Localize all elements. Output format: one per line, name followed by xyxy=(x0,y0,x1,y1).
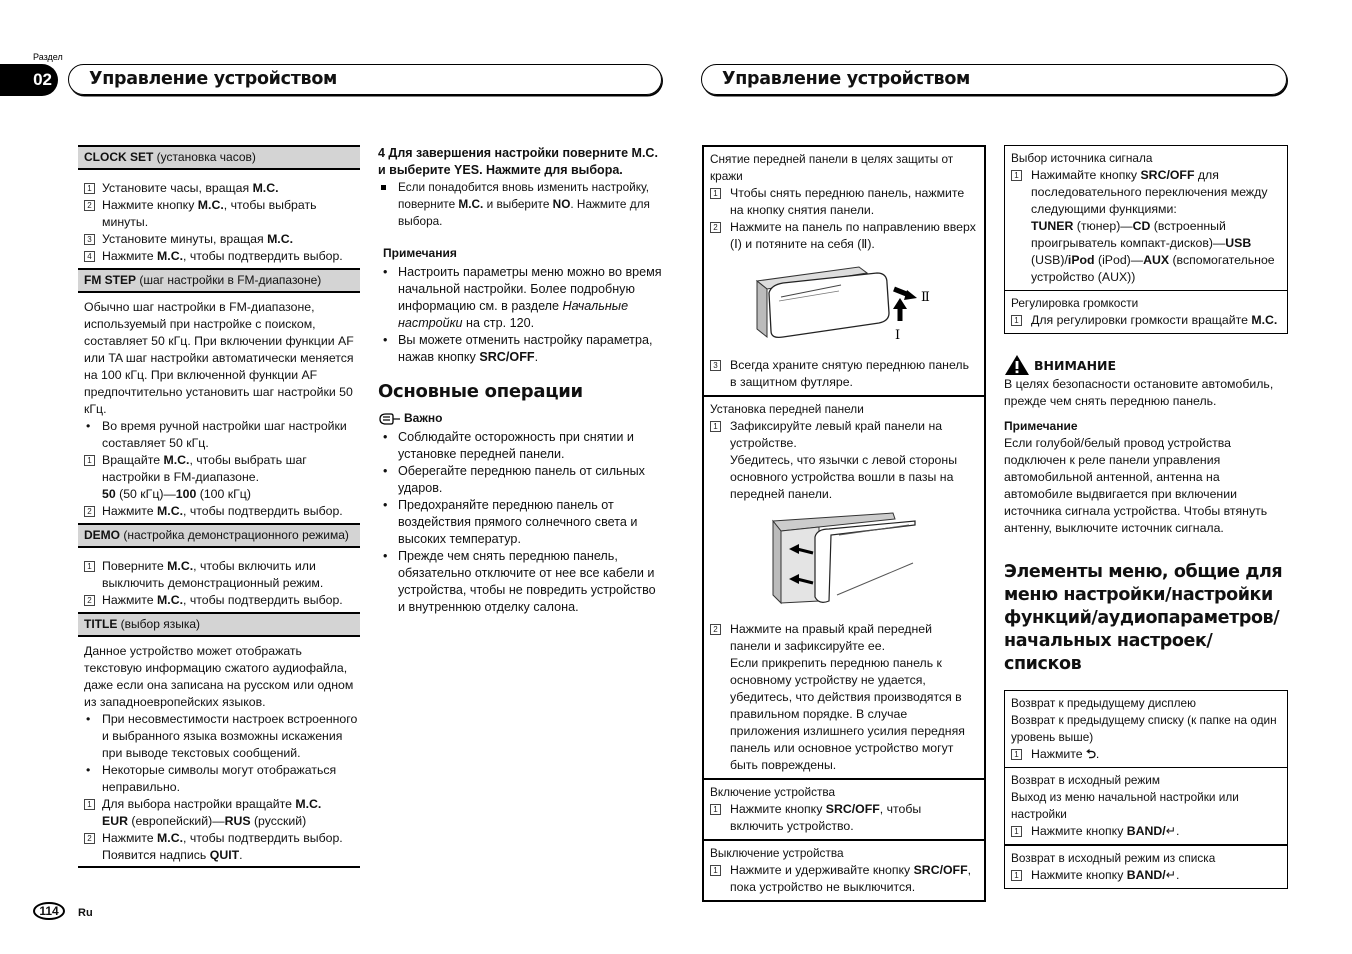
basic-operations-heading: Основные операции xyxy=(378,381,583,402)
bullet-item: • При несовместимости настроек встроенного и выбранного языка возможны искажения при выводе текстовых сообщений. xyxy=(78,711,360,762)
step: 1 Нажмите ⮌. xyxy=(1011,746,1281,763)
section-number-tab: 02 xyxy=(0,64,58,96)
caution-block: ВНИМАНИЕ В целях безопасности остановите автомобиль, прежде чем снять переднюю панель. xyxy=(1004,354,1288,410)
step: 1 Для выбора настройки вращайте M.C. EUR (европейский)—RUS (русский) xyxy=(78,796,360,830)
home-from-list-section: Возврат в исходный режим из списка 1 Нажмите кнопку BAND/↵. xyxy=(1005,846,1287,888)
important-hand-icon xyxy=(378,412,402,426)
step: 1 Поверните M.C., чтобы включить или выключить демонстрационный режим. xyxy=(78,558,360,592)
fm-step-description: Обычно шаг настройки в FM-диапазоне, используемый при настройке с поиском, составляет 50 кГц. При включении функции AF или TA шаг настройки автоматически меняется на 100 кГц. При включенной функции AF предпочтительно установить шаг настройки 50 кГц. xyxy=(84,300,354,416)
step: 2 Нажмите M.C., чтобы подтвердить выбор. Появится надпись QUIT. xyxy=(78,830,360,864)
step: 1 Установите часы, вращая M.C. xyxy=(78,180,360,197)
page-number: 114 xyxy=(33,902,65,920)
step: 1 Зафиксируйте левый край панели на устройстве. Убедитесь, что язычки с левой стороны основного устройства вошли в пазы на передней панели. xyxy=(710,418,978,503)
panel-operations-box xyxy=(702,145,986,902)
step: 1 Нажмите и удерживайте кнопку SRC/OFF, пока устройство не выключится. xyxy=(710,862,978,896)
attach-panel-illustration xyxy=(769,511,919,607)
return-icon: ↵ xyxy=(1165,824,1177,838)
remove-panel-section: Снятие передней панели в целях защиты от кражи 1 Чтобы снять переднюю панель, нажмите на кнопку снятия панели. 2 Нажмите на панель по направлению вверх (Ⅰ) и потяните на себя (Ⅱ). Ⅱ Ⅰ 3 Всегда храните снятую переднюю панель в защитном футляре. xyxy=(704,147,984,397)
demo-section xyxy=(78,523,360,609)
svg-text:Ⅰ: Ⅰ xyxy=(895,328,901,343)
step: 1 Нажмите кнопку SRC/OFF, чтобы включить устройство. xyxy=(710,801,978,835)
square-note: Если понадобится вновь изменить настройку, поверните M.C. и выберите NO. Нажмите для выбора. xyxy=(378,179,664,230)
menu-common-items-box xyxy=(1004,690,1288,889)
step-4-instruction: 4 Для завершения настройки поверните M.C. и выберите YES. Нажмите для выбора. xyxy=(378,146,658,177)
remove-panel-illustration xyxy=(749,261,939,343)
page-title-right: Управление устройством xyxy=(701,64,1287,95)
back-icon: ⮌ xyxy=(1086,747,1096,761)
source-select-section: Выбор источника сигнала 1 Нажимайте кнопку SRC/OFF для последовательного переключения между следующими функциями: TUNER (тюнер)—CD (встроенный проигрыватель компакт-дисков)—USB (USB)/iPod (iPod)—AUX (вспомогательное устройство (AUX)) xyxy=(1005,146,1287,291)
important-item: • Оберегайте переднюю панель от сильных ударов. xyxy=(378,463,664,497)
fm-step-header: FM STEP (шаг настройки в FM-диапазоне) xyxy=(78,268,360,293)
power-off-section: Выключение устройства 1 Нажмите и удерживайте кнопку SRC/OFF, пока устройство не выключится. xyxy=(704,841,984,900)
attach-panel-section: Установка передней панели 1 Зафиксируйте левый край панели на устройстве. Убедитесь, что язычки с левой стороны основного устройства вошли в пазы на передней панели. 2 Нажмите на правый край передней панели и зафиксируйте ее. Если прикрепить переднюю панель к основному устройству не удается, убедитесь, что действия производятся в правильном порядке. В случае приложения излишнего усилия передняя панель или основное устройство могут быть повреждены. xyxy=(704,397,984,779)
step: 1 Нажимайте кнопку SRC/OFF для последовательного переключения между следующими функциями: TUNER (тюнер)—CD (встроенный проигрыватель компакт-дисков)—USB (USB)/iPod (iPod)—AUX (вспомогательное устройство (AUX)) xyxy=(1011,167,1281,286)
volume-section: Регулировка громкости 1 Для регулировки громкости вращайте M.C. xyxy=(1005,291,1287,333)
step: 2 Нажмите M.C., чтобы подтвердить выбор. xyxy=(78,592,360,609)
step: 2 Нажмите кнопку M.C., чтобы выбрать минуты. xyxy=(78,197,360,231)
clock-set-header: CLOCK SET (установка часов) xyxy=(78,145,360,170)
note-title: Примечание xyxy=(1004,419,1078,433)
step: 2 Нажмите на правый край передней панели и зафиксируйте ее. Если прикрепить переднюю панель к основному устройству не удается, убедитесь, что действия производятся в правильном порядке. В случае приложения излишнего усилия передняя панель или основное устройство могут быть повреждены. xyxy=(710,621,978,774)
clock-set-section xyxy=(78,145,360,265)
second-column xyxy=(378,145,664,616)
note-item: • Вы можете отменить настройку параметра, нажав кнопку SRC/OFF. xyxy=(378,332,664,366)
title-section xyxy=(78,612,360,868)
fm-step-section xyxy=(78,268,360,520)
bullet-item: • Некоторые символы могут отображаться неправильно. xyxy=(78,762,360,796)
step: 2 Нажмите на панель по направлению вверх (Ⅰ) и потяните на себя (Ⅱ). xyxy=(710,219,978,253)
page-title-left: Управление устройством xyxy=(68,64,662,95)
title-description: Данное устройство может отображать текстовую информацию сжатого аудиофайла, даже если она записана на русском или одном из западноевропейских языков. xyxy=(84,644,354,709)
important-item: • Соблюдайте осторожность при снятии и установке передней панели. xyxy=(378,429,664,463)
home-section: Возврат в исходный режим Выход из меню начальной настройки или настройки 1 Нажмите кнопку BAND/↵. xyxy=(1005,768,1287,846)
demo-header: DEMO (настройка демонстрационного режима) xyxy=(78,523,360,548)
menu-common-items-heading: Элементы меню, общие для меню настройки/настройки функций/аудиопараметров/начальных настроек/списков xyxy=(1004,562,1283,674)
step: 1 Нажмите кнопку BAND/↵. xyxy=(1011,867,1281,884)
return-icon: ↵ xyxy=(1165,868,1177,882)
clock-set-steps xyxy=(78,180,360,265)
section-label: Раздел xyxy=(33,52,63,62)
step: 1 Нажмите кнопку BAND/↵. xyxy=(1011,823,1281,840)
back-section: Возврат к предыдущему дисплею Возврат к предыдущему списку (к папке на один уровень выше) 1 Нажмите ⮌. xyxy=(1005,691,1287,768)
step: 3 Всегда храните снятую переднюю панель в защитном футляре. xyxy=(710,357,978,391)
step: 1 Вращайте M.C., чтобы выбрать шаг настройки в FM-диапазоне. 50 (50 кГц)—100 (100 кГц) xyxy=(78,452,360,503)
note-text: Если голубой/белый провод устройства подключен к реле панели управления автомобильной антенной, антенна на автомобиле выдвигается при включении источника сигнала устройства. Чтобы втянуть антенну, выключите источник сигнала. xyxy=(1004,436,1268,535)
important-label: Важно xyxy=(378,410,664,427)
power-on-section: Включение устройства 1 Нажмите кнопку SRC/OFF, чтобы включить устройство. xyxy=(704,779,984,841)
step: 2 Нажмите M.C., чтобы подтвердить выбор. xyxy=(78,503,360,520)
important-item: • Предохраняйте переднюю панель от воздействия прямого солнечного света и высоких температур. xyxy=(378,497,664,548)
notes-title: Примечания xyxy=(383,246,457,260)
step: 1 Чтобы снять переднюю панель, нажмите на кнопку снятия панели. xyxy=(710,185,978,219)
language-code: Ru xyxy=(78,907,93,919)
step: 3 Установите минуты, вращая M.C. xyxy=(78,231,360,248)
source-volume-box xyxy=(1004,145,1288,334)
note-item: • Настроить параметры меню можно во время начальной настройки. Более подробную информацию см. в разделе Начальные настройки на стр. 120. xyxy=(378,264,664,332)
fourth-column xyxy=(1004,145,1288,889)
bullet-item: • Во время ручной настройки шаг настройки составляет 50 кГц. xyxy=(78,418,360,452)
step: 1 Для регулировки громкости вращайте M.C. xyxy=(1011,312,1281,329)
svg-text:Ⅱ: Ⅱ xyxy=(921,290,930,305)
step: 4 Нажмите M.C., чтобы подтвердить выбор. xyxy=(78,248,360,265)
title-header: TITLE (выбор языка) xyxy=(78,612,360,637)
third-column xyxy=(702,145,986,902)
warning-triangle-icon xyxy=(1004,354,1030,376)
caution-text: В целях безопасности остановите автомобиль, прежде чем снять переднюю панель. xyxy=(1004,377,1274,408)
important-item: • Прежде чем снять переднюю панель, обязательно отключите от нее все кабели и устройства, чтобы не повредить устройство и внутреннюю отделку салона. xyxy=(378,548,664,616)
left-column xyxy=(78,145,360,871)
